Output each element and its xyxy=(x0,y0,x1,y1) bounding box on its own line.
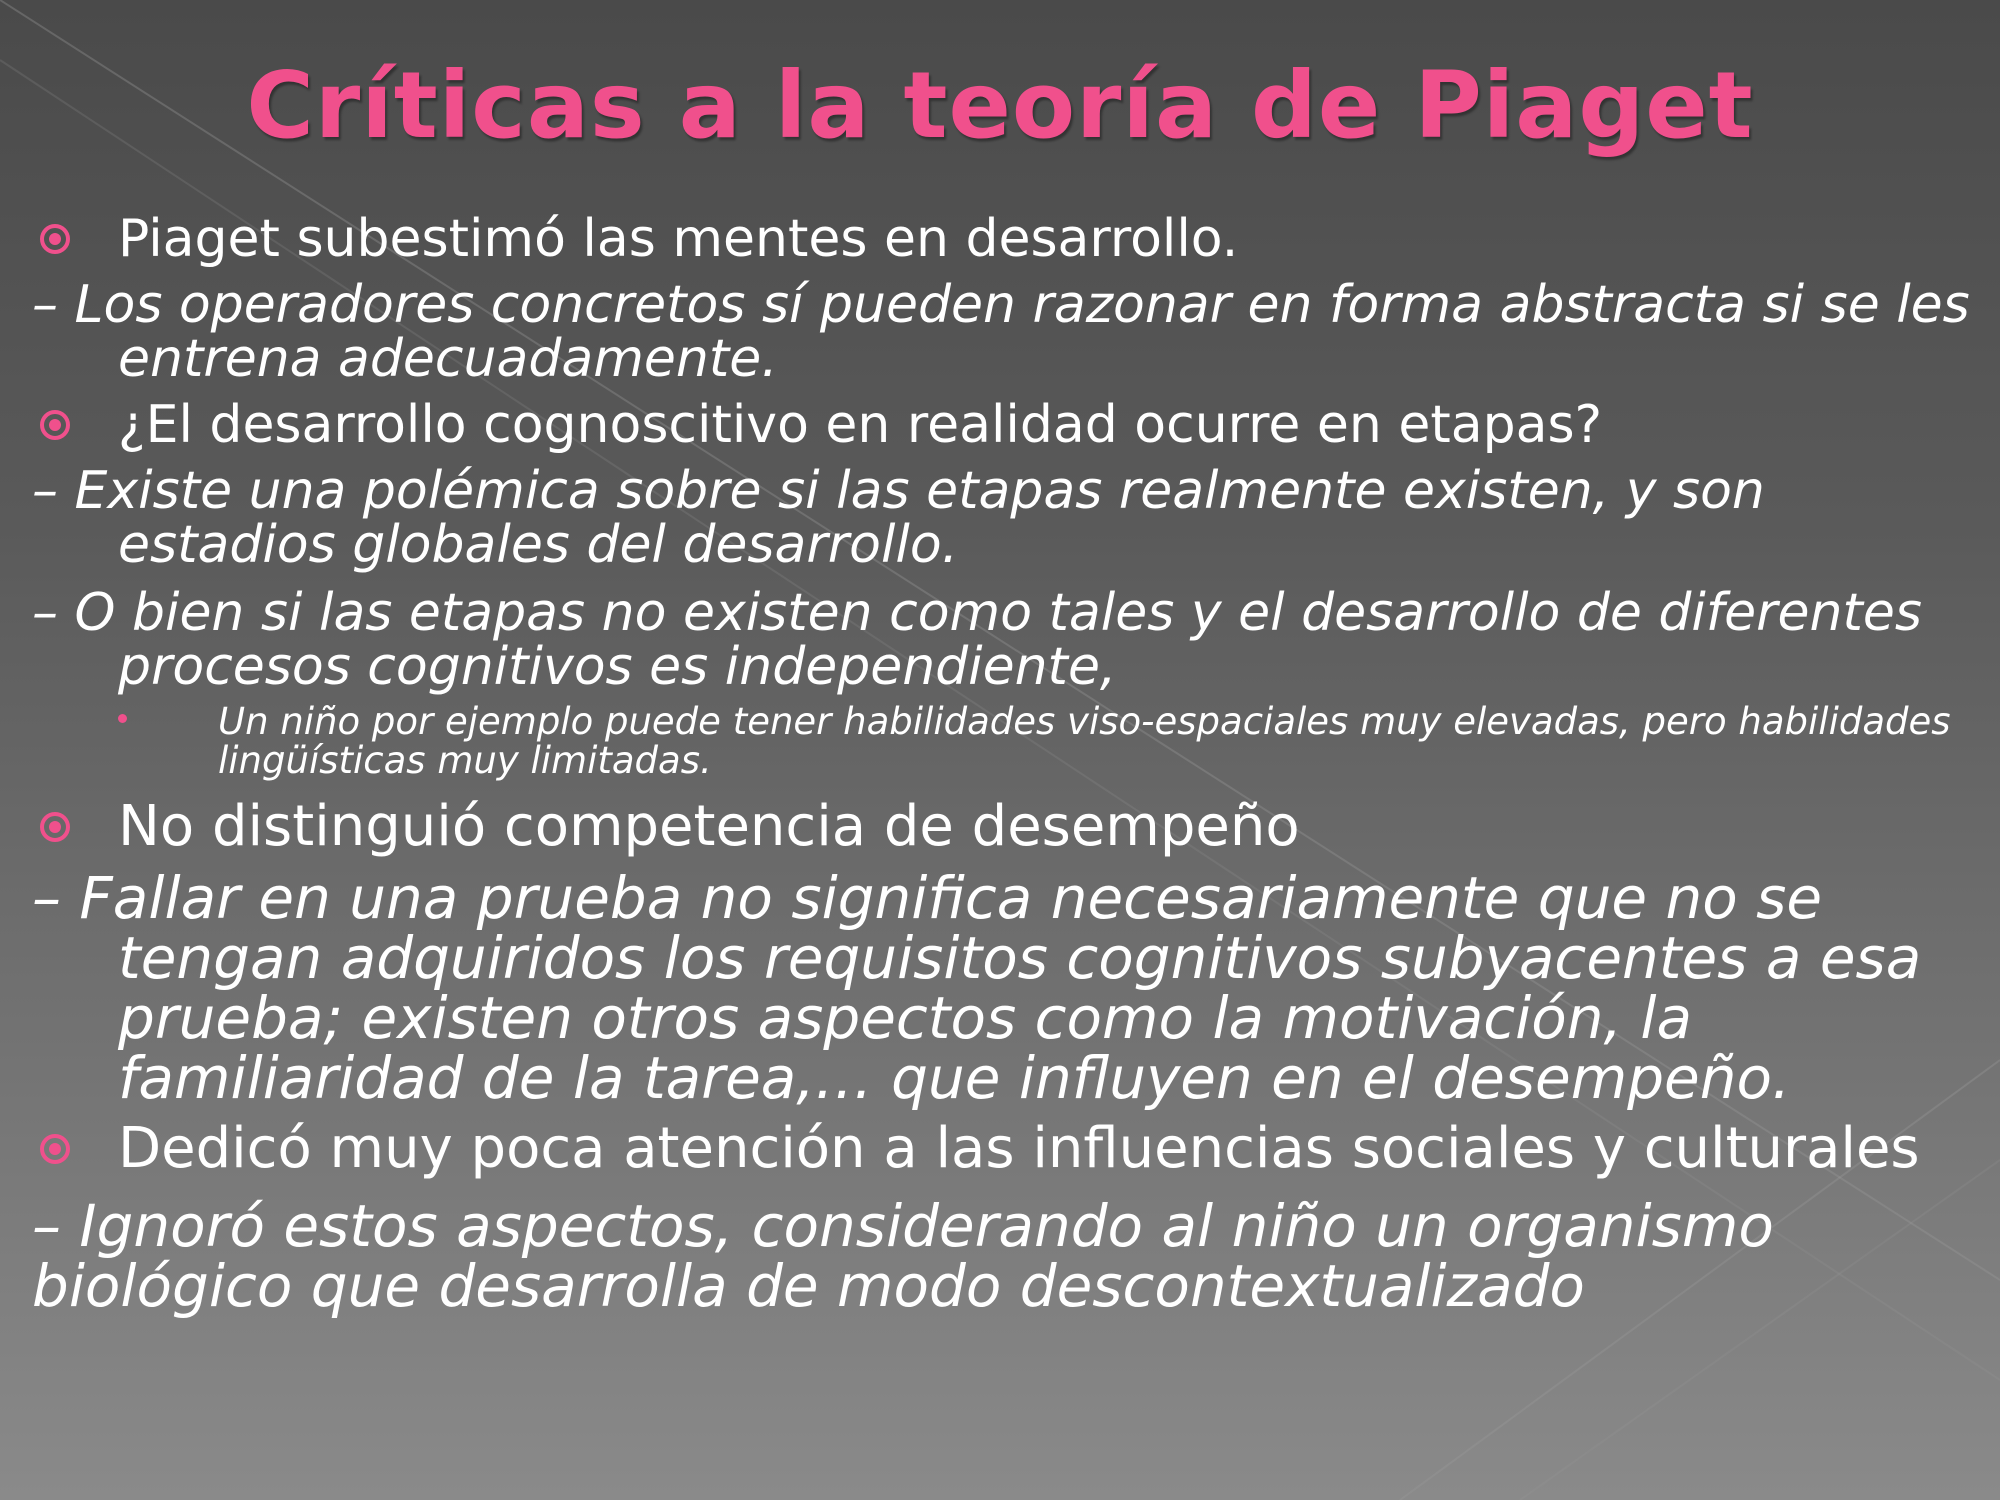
bullet-text: No distinguió competencia de desempeño xyxy=(118,794,1300,859)
slide-content xyxy=(32,208,1982,1320)
bullet-text: ¿El desarrollo cognoscitivo en realidad ocurre en etapas? xyxy=(118,395,1603,455)
slide-title: Críticas a la teoría de Piaget xyxy=(246,52,1754,159)
dash-item-ignored-aspects: – Ignoró estos aspectos, considerando al niño un organismo biológico que desarrolla de modo descontextualizado xyxy=(32,1192,1774,1320)
dash-item-stages-polemic: – Existe una polémica sobre si las etapas realmente existen, y son estadios globales del desarrollo. xyxy=(32,461,1765,575)
dash-item-concrete-operators: – Los operadores concretos sí pueden razonar en forma abstracta si se les entrena adecuadamente. xyxy=(32,275,1970,389)
dash-item-independent-processes: – O bien si las etapas no existen como tales y el desarrollo de diferentes procesos cognitivos es independiente, xyxy=(32,583,1922,697)
bullet-text: Piaget subestimó las mentes en desarrollo. xyxy=(118,209,1239,269)
bullet-item-competence-performance xyxy=(32,794,1982,860)
bullet-text: Dedicó muy poca atención a las influencias sociales y culturales xyxy=(118,1116,1920,1181)
bullet-item-underestimated-minds xyxy=(32,208,1982,270)
dash-item-test-failure: – Fallar en una prueba no significa necesariamente que no se tengan adquiridos los requisitos cognitivos subyacentes a esa prueba; existen otros aspectos como la motivación, la familiaridad de la tarea,… que influyen en el desempeño. xyxy=(32,864,1922,1112)
target-bullet-icon xyxy=(40,410,70,440)
target-bullet-icon xyxy=(40,812,70,842)
sub-text: Un niño por ejemplo puede tener habilidades viso-espaciales muy elevadas, pero habilidades lingüísticas muy limitadas. xyxy=(218,700,1951,782)
dot-bullet-icon xyxy=(118,714,127,723)
target-bullet-icon xyxy=(40,1134,70,1164)
target-bullet-icon xyxy=(40,224,70,254)
bullet-item-stages-question xyxy=(32,394,1982,456)
sub-item-child-example xyxy=(32,702,1982,780)
bullet-item-social-cultural xyxy=(32,1116,1982,1182)
